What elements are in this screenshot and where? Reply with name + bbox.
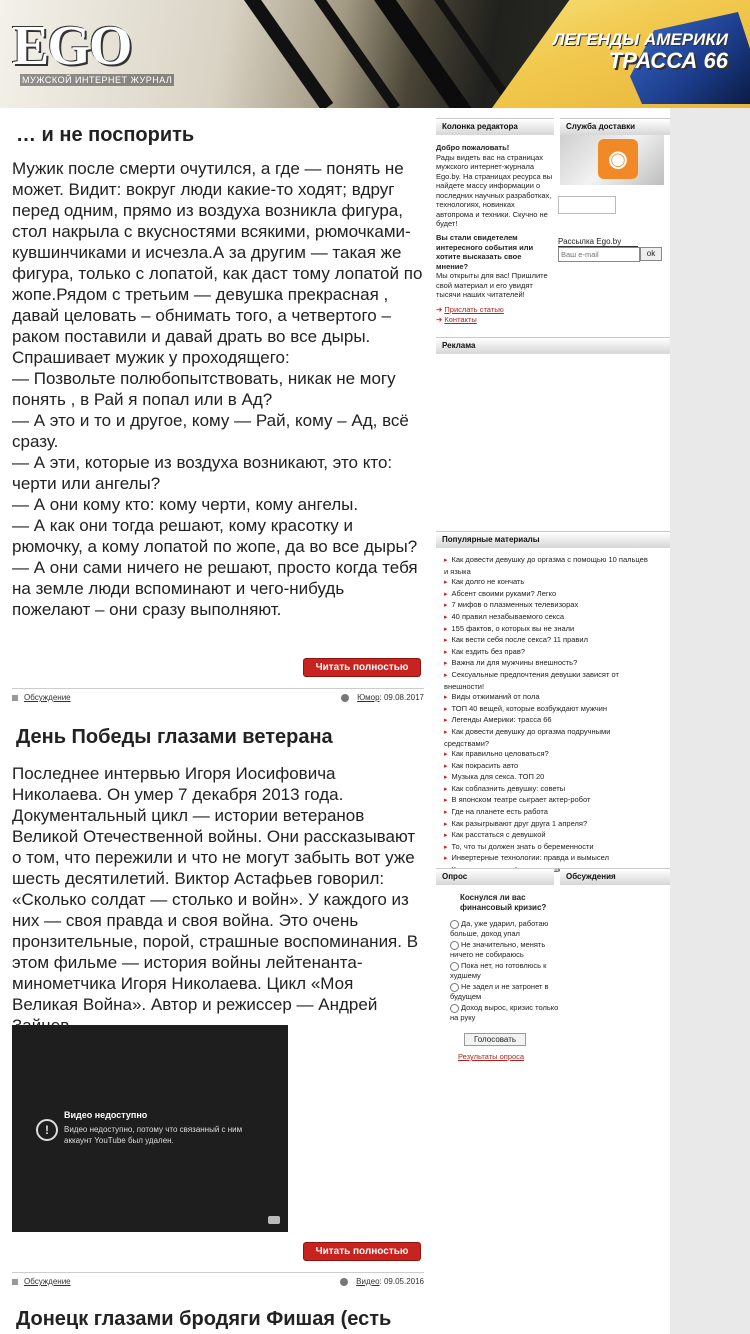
bullet-arrow-icon: ▸ [444, 774, 448, 782]
bullet-arrow-icon: ▸ [444, 579, 448, 587]
popular-item-label[interactable]: Как правильно целоваться? [451, 749, 549, 759]
list-item[interactable] [444, 749, 654, 761]
article-text: Последнее интервью Игоря Иосифовича Николаева. Он умер 7 декабря 2013 года. Документальный цикл — истории ветеранов Великой Отечественной войны. Они рассказывают о том, что пережили и что не могут забыть вот уже шесть десятилетий. Виктор Астафьев говорил: «Сколько солдат — столько и войн». У каждого из них — своя правда и своя война. Это очень пронзительные, порой, страшные воспоминания. В этом фильме — история войны лейтенанта-минометчика Игоря Николаева. Цикл «Моя Великая Война». Автор и режиссер — Андрей [12, 764, 419, 1014]
popular-item-label[interactable]: Как довести девушку до оргазма подручными средствами? [444, 726, 611, 748]
popular-item-label[interactable]: Легенды Америки: трасса 66 [451, 715, 552, 725]
promo-title: ЛЕГЕНДЫ АМЕРИКИ [552, 30, 728, 49]
article-date: : 09.08.2017 [379, 693, 424, 702]
list-item[interactable] [444, 795, 654, 807]
list-item[interactable] [444, 761, 654, 773]
welcome-text: Рады видеть вас на страницах мужского интернет-журнала Ego.by. На страницах ресурса вы найдете массу информации о последних научных разработках, технологиях, новинках автопрома и техники. Скучно не будет! [436, 152, 553, 228]
popular-item-label[interactable]: отношения [537, 865, 576, 875]
poll-option[interactable] [450, 982, 560, 1002]
list-item[interactable] [444, 715, 654, 727]
popular-list [444, 555, 654, 877]
popular-item-label[interactable]: Инвертерные технологии: правда и вымысел [451, 853, 609, 863]
category-link[interactable]: Видео [356, 1277, 380, 1286]
list-item[interactable] [444, 589, 654, 601]
poll-option-label: Доход вырос, кризис только на руку [450, 1003, 559, 1022]
poll-option-label: Да, уже ударил, работаю больше, доход упал [450, 919, 549, 938]
editor-links [436, 305, 554, 324]
poll-results [458, 1052, 568, 1062]
list-item[interactable] [444, 692, 654, 704]
article-body [12, 144, 424, 620]
popular-item-label[interactable]: Абсент своими руками? Легко [451, 588, 557, 598]
email-field[interactable] [558, 247, 640, 262]
bullet-arrow-icon: ▸ [444, 557, 448, 564]
list-item[interactable] [444, 853, 654, 865]
arrow-icon: ➔ [436, 305, 443, 314]
radio-button[interactable] [450, 1004, 459, 1013]
poll-option[interactable] [450, 940, 560, 960]
bullet-arrow-icon: ▸ [444, 613, 448, 621]
list-item[interactable] [444, 772, 654, 784]
poll-question: Коснулся ли вас финансовый кризис? [460, 893, 547, 912]
comment-icon [12, 695, 18, 701]
category-icon [340, 1278, 348, 1286]
rss-icon: ◉ [598, 139, 638, 179]
article-text: Мужик после смерти очутился, а где — понять не может. Видит: вокруг люди какие-то ходят; вдруг перед одним, прямо из воздуха возникла фигура, стол накрыла с вкусностями всякими, рюмочками-кувшинчиками и исчезла.А за другим — такая же фигура, только с лопатой, как даст тому лопатой по жопе.Рядом с третьим — девушка прекрасная , давай целовать – обнимать того, а четвертого – раком поставили и давай драть во все дыры. Спрашивает мужик у проходящего: — Позвольте полюбопытствовать, никак не могу понять , в Рай я попал или в Ад? — А это и то и другое, кому — Рай, кому – Ад, всё сразу. — А эти, которые из воздуха возникают, это кто: черти или ангелы? — А они кому кто: кому черти, кому ангелы. — А как они тогда решают, кому красотку и рюмочку, а кому лопатой по жопе, да во все дыры? — А они сами ничего не решают, просто когда тебя на земле люди вспоминают и чего-нибудь пожелают – они сразу выполняют. [12, 159, 423, 619]
bullet-arrow-icon: ▸ [444, 717, 448, 725]
popular-item-label[interactable]: Как ездить без прав? [451, 646, 525, 656]
list-item[interactable] [444, 555, 654, 577]
list-item[interactable] [444, 670, 654, 692]
radio-button[interactable] [450, 920, 459, 929]
discussion-link[interactable]: Обсуждение [24, 693, 71, 702]
read-more-button[interactable]: Читать полностью [303, 1242, 421, 1261]
bullet-arrow-icon: ▸ [444, 785, 448, 793]
bullet-arrow-icon: ▸ [444, 705, 448, 713]
rss-banner[interactable] [560, 135, 664, 185]
category-icon [341, 694, 349, 702]
bullet-arrow-icon: ▸ [444, 637, 448, 645]
bullet-arrow-icon: ▸ [444, 625, 448, 633]
witness-text: Мы открыты для вас! Пришлите свой материал и его увидят тысячи наших читателей! [436, 271, 548, 299]
site-header [0, 0, 750, 108]
popular-item-label[interactable]: Как довести девушку до оргазма с помощью 10 пальцев и языка [444, 555, 648, 576]
list-item[interactable] [444, 819, 654, 831]
welcome-heading: Добро пожаловать! [436, 143, 510, 152]
bullet-arrow-icon: ▸ [444, 797, 448, 805]
popular-item-label[interactable]: 155 фактов, о которых вы не знали [451, 623, 575, 633]
witness-question: Вы стали свидетелем интересного события или хотите высказать свое мнение? [436, 233, 534, 271]
site-logo-subtitle: МУЖСКОЙ ИНТЕРНЕТ ЖУРНАЛ [22, 75, 173, 85]
discussions-header: Обсуждения [560, 868, 670, 885]
list-item[interactable] [444, 727, 654, 749]
bullet-arrow-icon: ▸ [444, 843, 448, 851]
bullet-arrow-icon: ▸ [444, 648, 448, 656]
bullet-arrow-icon: ▸ [444, 855, 448, 863]
popular-item-label[interactable]: 7 мифов о плазменных телевизорах [451, 600, 579, 610]
popular-item-label[interactable]: Как соблазнить девушку: советы [451, 783, 566, 793]
article-body [12, 749, 424, 1036]
bullet-arrow-icon: ▸ [444, 728, 448, 736]
list-item[interactable] [444, 807, 654, 819]
popular-item-label[interactable]: 40 правил незабываемого секса [451, 611, 565, 621]
poll-options [450, 919, 560, 1024]
article-date: : 09.05.2016 [379, 1277, 424, 1286]
popular-item-label[interactable]: Как вести себя после секса? 11 правил [451, 635, 588, 645]
bullet-arrow-icon: ▸ [444, 820, 448, 828]
youtube-icon[interactable] [268, 1216, 280, 1224]
bullet-arrow-icon: ▸ [444, 590, 448, 598]
poll-option-label: Пока нет, но готовлюсь к худшему [450, 961, 547, 980]
right-gutter [670, 108, 750, 1334]
bullet-arrow-icon: ▸ [444, 751, 448, 759]
image-placeholder [558, 196, 616, 214]
radio-button[interactable] [450, 962, 459, 971]
popular-item-label[interactable]: Как долго не кончать [451, 577, 525, 587]
article-title[interactable]: День Победы глазами ветерана [16, 726, 333, 748]
editor-column-header: Колонка редактора [436, 118, 554, 135]
list-item[interactable] [444, 624, 654, 636]
video-player[interactable] [12, 1025, 288, 1232]
article-title[interactable]: Донецк глазами бродяги Фишая (есть [16, 1308, 392, 1330]
bullet-arrow-icon: ▸ [444, 602, 448, 610]
poll-option-label: Не задел и не затронет в будущем [450, 982, 549, 1001]
list-item[interactable] [444, 635, 654, 647]
subscribe-button[interactable]: ok [640, 247, 662, 261]
radio-button[interactable] [450, 941, 459, 950]
list-item[interactable] [444, 658, 654, 670]
category-link[interactable]: Юмор [357, 693, 380, 702]
editor-witness [436, 233, 554, 300]
arrow-icon: ➔ [436, 314, 443, 324]
list-item[interactable] [444, 612, 654, 624]
poll-results-link[interactable]: Результаты опроса [458, 1052, 525, 1061]
list-item[interactable] [444, 647, 654, 659]
alert-icon: ! [36, 1119, 58, 1141]
editor-welcome [436, 143, 554, 229]
list-item[interactable] [444, 704, 654, 716]
read-more-button[interactable]: Читать полностью [303, 658, 421, 677]
article-meta [12, 1272, 424, 1289]
bullet-arrow-icon: ▸ [444, 660, 448, 668]
poll-option[interactable] [450, 961, 560, 981]
poll-option-label: Не значительно, менять ничего не собираюсь [450, 940, 546, 959]
ads-header: Реклама [436, 337, 670, 354]
popular-item-label[interactable]: Музыка для секса. ТОП 20 [451, 772, 545, 782]
poll-option[interactable] [450, 1003, 560, 1023]
article [16, 726, 428, 749]
video-error-text: Видео недоступно, потому что связанный с ним аккаунт YouTube был удален. [64, 1125, 243, 1145]
list-item[interactable] [444, 784, 654, 796]
popular-item-label[interactable]: Сексуальные предпочтения девушки зависят от внешности! [444, 669, 619, 691]
list-item[interactable] [444, 842, 654, 854]
popular-item-label[interactable]: ТОП 40 вещей, которые возбуждают мужчин [451, 703, 607, 713]
article [16, 1308, 428, 1331]
popular-item-label[interactable]: Где на планете есть работа [451, 807, 548, 817]
mailing-label: Рассылка Ego.by [558, 237, 638, 247]
popular-item-label[interactable]: Важна ли для мужчины внешность? [451, 658, 578, 668]
bullet-arrow-icon: ▸ [444, 809, 448, 817]
bullet-arrow-icon: ▸ [444, 832, 448, 840]
site-logo[interactable]: EGO [12, 15, 131, 77]
delivery-header: Служба доставки [560, 118, 670, 135]
popular-item-label[interactable]: Как разыгрывают друг друга 1 апреля? [451, 818, 588, 828]
list-item[interactable] [444, 830, 654, 842]
popular-item-label[interactable]: Как покрасить авто [451, 760, 519, 770]
article-title[interactable]: … и не поспорить [16, 124, 195, 146]
video-error-title: Видео недоступно [64, 1110, 148, 1120]
bullet-arrow-icon: ▸ [444, 762, 448, 770]
poll-option[interactable] [450, 919, 560, 939]
popular-item-label[interactable]: В японском театре сыграет актер-робот [451, 795, 591, 805]
list-item[interactable] [444, 600, 654, 612]
list-item[interactable] [444, 577, 654, 589]
vote-button[interactable]: Голосовать [464, 1033, 526, 1046]
popular-item-label[interactable]: Виды отжиманий от пола [451, 692, 540, 702]
comment-icon [12, 1279, 18, 1285]
promo-subtitle: ТРАССА 66 [608, 48, 728, 73]
bullet-arrow-icon: ▸ [444, 671, 448, 679]
send-article-link[interactable]: Прислать статью [444, 305, 504, 314]
discussion-link[interactable]: Обсуждение [24, 1277, 71, 1286]
article-meta [12, 688, 424, 705]
header-decor-stripe [230, 0, 333, 108]
radio-button[interactable] [450, 983, 459, 992]
poll-header: Опрос [436, 868, 554, 885]
bullet-arrow-icon: ▸ [444, 694, 448, 702]
popular-item-label[interactable]: Как расстаться с девушкой [451, 830, 546, 840]
popular-item-label[interactable]: То, что ты должен знать о беременности [451, 841, 594, 851]
popular-header: Популярные материалы [436, 531, 670, 548]
contacts-link[interactable]: Контакты [444, 314, 477, 324]
